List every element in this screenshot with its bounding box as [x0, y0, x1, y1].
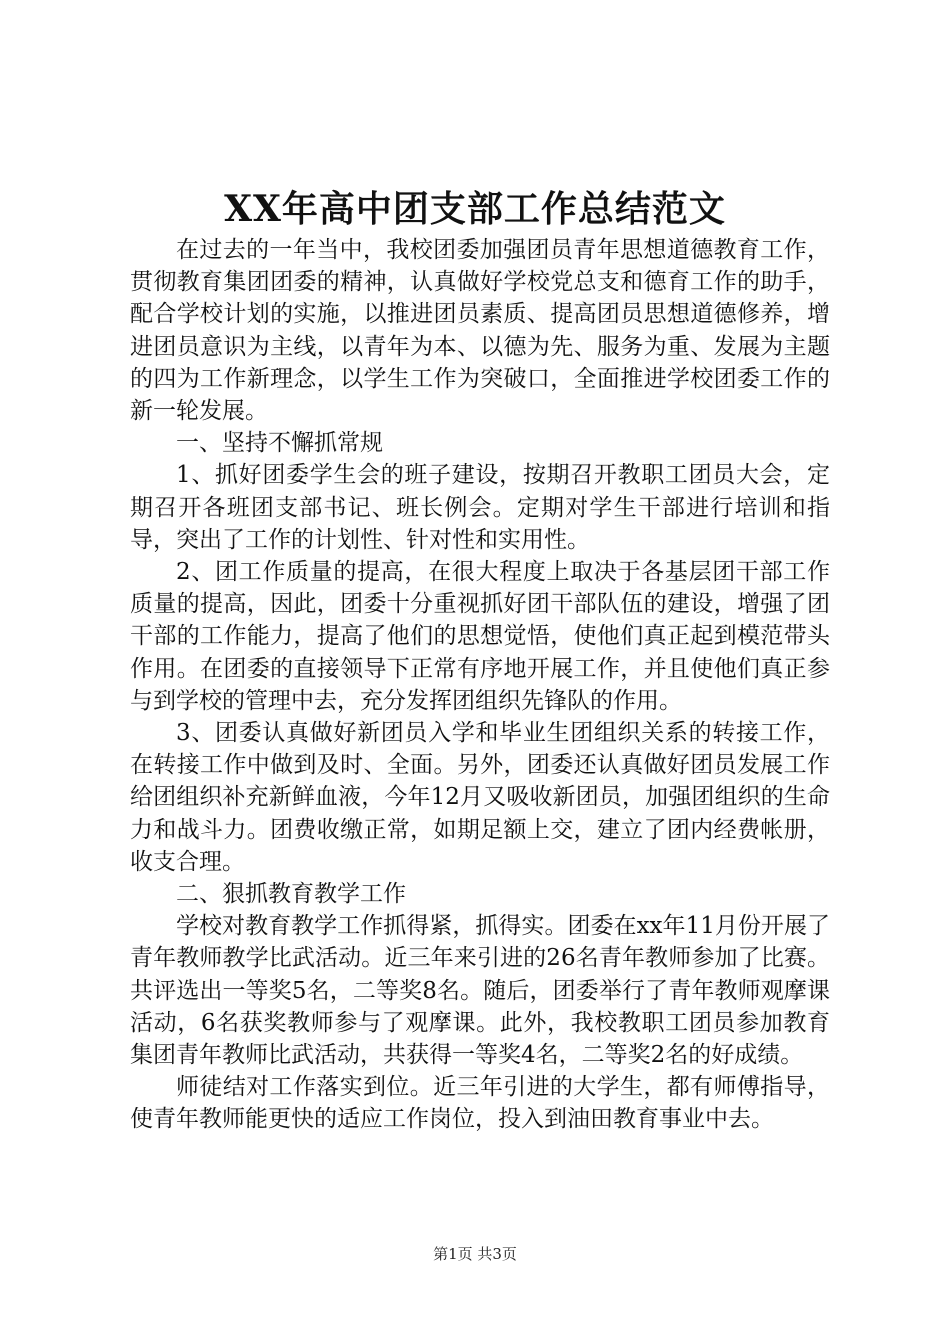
- document-body: [130, 234, 830, 1136]
- paragraph-item-3: 3、团委认真做好新团员入学和毕业生团组织关系的转接工作，在转接工作中做到及时、全面。另外，团委还认真做好团员发展工作给团组织补充新鲜血液，今年12月又吸收新团员，加强团组织的生命力和战斗力。团费收缴正常，如期足额上交，建立了团内经费帐册，收支合理。: [130, 720, 830, 875]
- section-heading-2: 二、狠抓教育教学工作: [176, 881, 406, 908]
- mentoring-paragraph: 师徒结对工作落实到位。近三年引进的大学生，都有师傅指导，使青年教师能更快的适应工作岗位，投入到油田教育事业中去。: [130, 1074, 830, 1133]
- teaching-paragraph: 学校对教育教学工作抓得紧，抓得实。团委在xx年11月份开展了青年教师教学比武活动。近三年来引进的26名青年教师参加了比赛。共评选出一等奖5名，二等奖8名。随后，团委举行了青年教师观摩课活动，6名获奖教师参与了观摩课。此外，我校教职工团员参加教育集团青年教师比武活动，共获得一等奖4名，二等奖2名的好成绩。: [130, 913, 830, 1069]
- intro-paragraph: 在过去的一年当中，我校团委加强团员青年思想道德教育工作，贯彻教育集团团委的精神，认真做好学校党总支和德育工作的助手，配合学校计划的实施，以推进团员素质、提高团员思想道德修养，增进团员意识为主线，以青年为本、以德为先、服务为重、发展为主题的四为工作新理念，以学生工作为突破口，全面推进学校团委工作的新一轮发展。: [130, 237, 830, 425]
- page-footer: 第1页 共3页: [433, 1245, 517, 1263]
- document-title: XX年高中团支部工作总结范文: [224, 188, 726, 230]
- paragraph-item-2: 2、团工作质量的提高，在很大程度上取决于各基层团干部工作质量的提高，因此，团委十分重视抓好团干部队伍的建设，增强了团干部的工作能力，提高了他们的思想觉悟，使他们真正起到模范带头作用。在团委的直接领导下正常有序地开展工作，并且使他们真正参与到学校的管理中去，充分发挥团组织先锋队的作用。: [130, 559, 830, 714]
- paragraph-item-1: 1、抓好团委学生会的班子建设，按期召开教职工团员大会，定期召开各班团支部书记、班长例会。定期对学生干部进行培训和指导，突出了工作的计划性、针对性和实用性。: [130, 462, 830, 553]
- section-heading-1: 一、坚持不懈抓常规: [176, 430, 383, 457]
